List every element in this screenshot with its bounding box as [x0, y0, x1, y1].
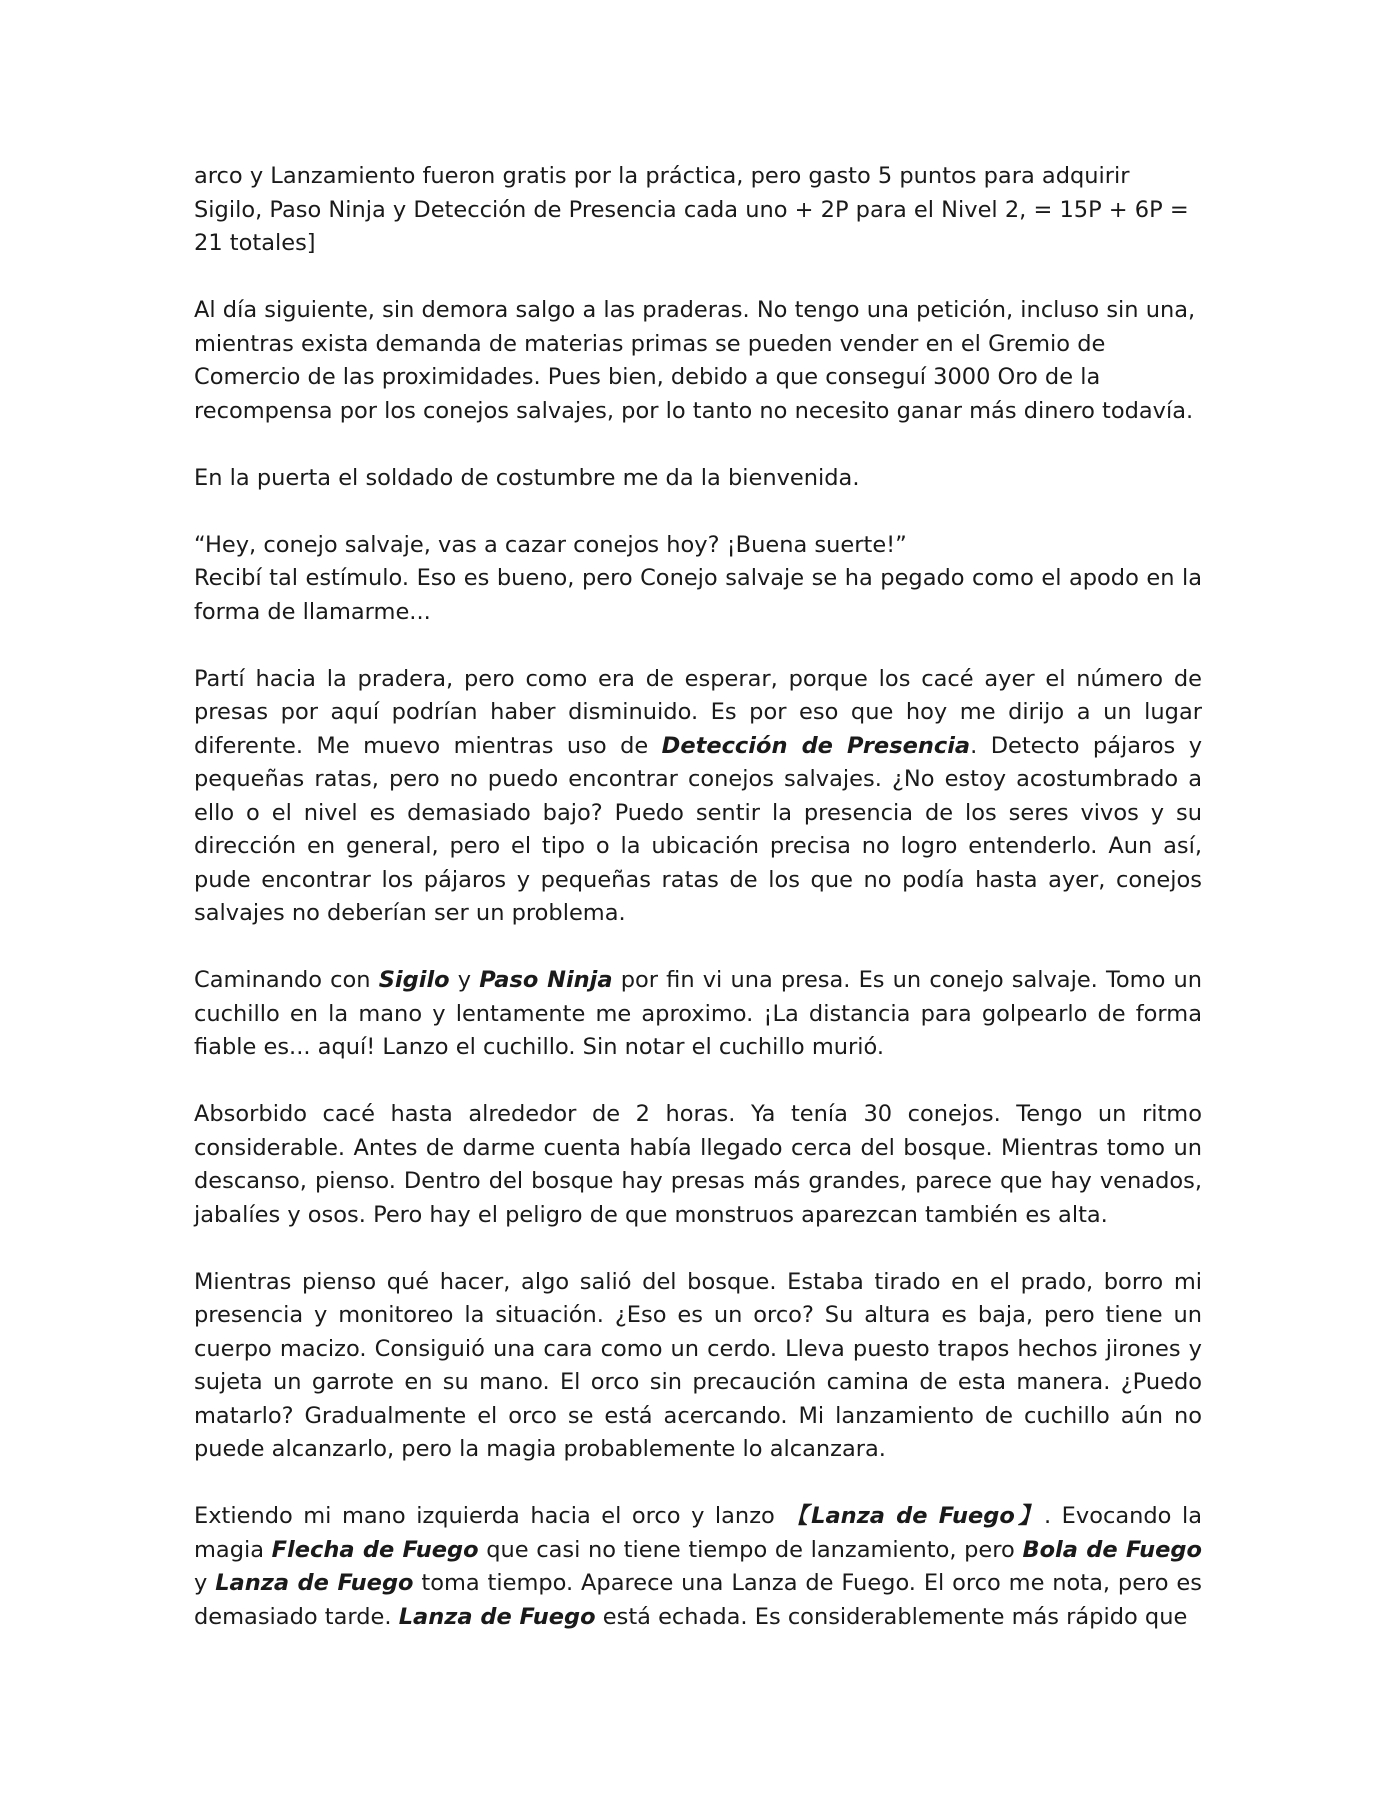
emphasized-term: Lanza de Fuego [215, 1570, 414, 1596]
paragraph-9 [194, 1266, 1202, 1467]
paragraph-2 [194, 294, 1202, 428]
document-body [194, 160, 1202, 1668]
emphasized-term: Flecha de Fuego [271, 1536, 479, 1563]
paragraph-text: Partí hacia la pradera, pero como era de esperar, porque los cacé ayer el número de presas por aquí podrían haber disminuido. Es por eso que hoy me dirijo a un lugar diferente. Me muevo mientras uso de [194, 665, 1202, 759]
paragraph-text: . Evocando la magia [194, 1503, 1202, 1563]
paragraph-text: y [449, 967, 480, 993]
paragraph-text: por fin vi una presa. Es un conejo salvaje. Tomo un cuchillo en la mano y lentamente me aproximo. ¡La distancia para golpearlo de forma fiable es... aquí! Lanzo el cuchillo. Sin notar el cuchillo murió. [194, 967, 1203, 1060]
paragraph-text: y [194, 1570, 216, 1596]
paragraph-text: Mientras pienso qué hacer, algo salió del bosque. Estaba tirado en el prado, borro mi presencia y monitoreo la situación. ¿Eso es un orco? Su altura es baja, pero tiene un cuerpo macizo. Consiguió una cara como un cerdo. Lleva puesto trapos hechos jirones y sujeta un garrote en su mano. El orco sin precaución camina de esta manera. ¿Puedo matarlo? Gradualmente el orco se está acercando. Mi lanzamiento de cuchillo aún no puede alcanzarlo, pero la magia probablemente lo alcanzara. [194, 1268, 1202, 1462]
paragraph-text: Absorbido cacé hasta alrededor de 2 horas. Ya tenía 30 conejos. Tengo un ritmo considerable. Antes de darme cuenta había llegado cerca del bosque. Mientras tomo un descanso, pienso. Dentro del bosque hay presas más grandes, parece que hay venados, jabalíes y osos. Pero hay el peligro de que monstruos aparezcan también es alta. [194, 1101, 1202, 1228]
paragraph-text: Al día siguiente, sin demora salgo a las praderas. No tengo una petición, incluso sin una, mientras exista demanda de materias primas se pueden vender en el Gremio de Comercio de las proximidades. Pues bien, debido a que conseguí 3000 Oro de la recompensa por los conejos salvajes, por lo tanto no necesito ganar más dinero todavía. [194, 297, 1196, 424]
paragraph-text: que casi no tiene tiempo de lanzamiento, pero [478, 1536, 1023, 1563]
paragraph-text: “Hey, conejo salvaje, vas a cazar conejos hoy? ¡Buena suerte!” [194, 531, 907, 558]
paragraph-7 [194, 964, 1202, 1065]
paragraph-6 [194, 663, 1202, 931]
emphasized-term: 【Lanza de Fuego】 [785, 1503, 1045, 1529]
paragraph-text: Extiendo mi mano izquierda hacia el orco y lanzo [194, 1503, 786, 1529]
paragraph-text: Recibí tal estímulo. Eso es bueno, pero Conejo salvaje se ha pegado como el apodo en la forma de llamarme... [194, 565, 1202, 625]
emphasized-term: Sigilo [378, 967, 450, 993]
paragraph-text: arco y Lanzamiento fueron gratis por la práctica, pero gasto 5 puntos para adquirir Sigilo, Paso Ninja y Detección de Presencia cada uno + 2P para el Nivel 2, = 15P + 6P = 21 totales] [194, 163, 1189, 256]
paragraph-text: . Detecto pájaros y pequeñas ratas, pero no puedo encontrar conejos salvajes. ¿No estoy acostumbrado a ello o el nivel es demasiado bajo? Puedo sentir la presencia de los seres vivos y su dirección en general, pero el tipo o la ubicación precisa no logro entenderlo. Aun así, pude encontrar los pájaros y pequeñas ratas de los que no podía hasta ayer, conejos salvajes no deberían ser un problema. [194, 732, 1203, 926]
paragraph-4 [194, 529, 1202, 563]
paragraph-10 [194, 1500, 1202, 1634]
emphasized-term: Detección de Presencia [661, 732, 971, 759]
emphasized-term: Bola de Fuego [1022, 1536, 1202, 1563]
paragraph-8 [194, 1098, 1202, 1232]
paragraph-text: está echada. Es considerablemente más rápido que [595, 1603, 1188, 1630]
emphasized-term: Paso Ninja [479, 967, 613, 993]
paragraph-text: toma tiempo. Aparece una Lanza de Fuego. El orco me nota, pero es demasiado tarde. [194, 1570, 1202, 1630]
paragraph-5 [194, 562, 1202, 629]
emphasized-term: Lanza de Fuego [398, 1603, 596, 1630]
paragraph-text: En la puerta el soldado de costumbre me da la bienvenida. [194, 464, 860, 491]
paragraph-1 [194, 160, 1202, 261]
paragraph-3 [194, 462, 1202, 496]
paragraph-text: Caminando con [194, 967, 379, 993]
